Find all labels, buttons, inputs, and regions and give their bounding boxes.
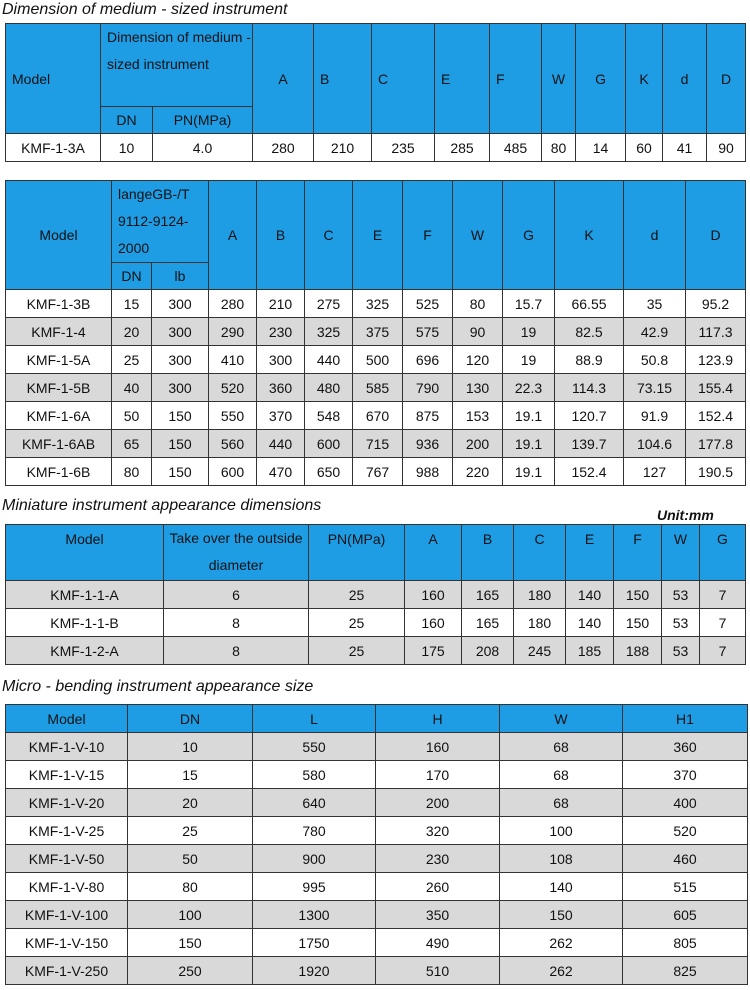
value-cell: 767	[353, 458, 403, 486]
value-cell: 150	[152, 458, 209, 486]
value-cell: 510	[376, 957, 500, 985]
value-cell: 360	[257, 374, 305, 402]
header-pn: PN(MPa)	[153, 107, 253, 134]
value-cell: 325	[353, 290, 403, 318]
value-cell: 165	[462, 609, 514, 637]
value-cell: 575	[403, 318, 453, 346]
header-pn: PN(MPa)	[309, 525, 405, 581]
value-cell: 20	[128, 789, 253, 817]
value-cell: 19	[503, 318, 555, 346]
value-cell: 185	[566, 637, 614, 665]
table-row	[6, 430, 746, 458]
header-dn: DN	[112, 263, 152, 290]
miniature-instrument-title: Miniature instrument appearance dimensions	[2, 497, 322, 514]
model-cell: KMF-1-V-20	[6, 789, 128, 817]
cell: 280	[253, 134, 314, 162]
value-cell: 160	[405, 609, 462, 637]
header-col: F	[490, 24, 542, 134]
value-cell: 130	[453, 374, 503, 402]
table-row	[6, 374, 746, 402]
value-cell: 525	[403, 290, 453, 318]
value-cell: 15.7	[503, 290, 555, 318]
header-col: F	[614, 525, 662, 581]
value-cell: 68	[500, 733, 623, 761]
value-cell: 91.9	[624, 402, 686, 430]
value-cell: 470	[257, 458, 305, 486]
table-row	[6, 761, 748, 789]
cell: 41	[663, 134, 707, 162]
value-cell: 140	[500, 873, 623, 901]
value-cell: 600	[305, 430, 353, 458]
value-cell: 230	[257, 318, 305, 346]
value-cell: 260	[376, 873, 500, 901]
model-cell: KMF-1-4	[6, 318, 112, 346]
value-cell: 995	[253, 873, 376, 901]
header-col: A	[405, 525, 462, 581]
cell: 60	[626, 134, 663, 162]
value-cell: 875	[403, 402, 453, 430]
header-col: D	[686, 181, 746, 290]
value-cell: 280	[209, 290, 257, 318]
value-cell: 650	[305, 458, 353, 486]
header-col: A	[253, 24, 314, 134]
value-cell: 42.9	[624, 318, 686, 346]
table-row	[6, 134, 746, 162]
value-cell: 490	[376, 929, 500, 957]
header-col: E	[566, 525, 614, 581]
value-cell: 208	[462, 637, 514, 665]
header-col: K	[555, 181, 624, 290]
value-cell: 140	[566, 581, 614, 609]
value-cell: 1920	[253, 957, 376, 985]
header-col: B	[462, 525, 514, 581]
value-cell: 165	[462, 581, 514, 609]
value-cell: 153	[453, 402, 503, 430]
value-cell: 19.1	[503, 458, 555, 486]
medium-instrument-table	[5, 23, 746, 162]
table-row	[6, 637, 746, 665]
value-cell: 139.7	[555, 430, 624, 458]
table-row	[6, 733, 748, 761]
header-outside-diameter: Take over the outside diameter	[164, 525, 309, 581]
value-cell: 560	[209, 430, 257, 458]
value-cell: 180	[514, 609, 566, 637]
value-cell: 805	[623, 929, 748, 957]
flange-instrument-table	[5, 180, 746, 486]
value-cell: 275	[305, 290, 353, 318]
value-cell: 585	[353, 374, 403, 402]
value-cell: 88.9	[555, 346, 624, 374]
value-cell: 104.6	[624, 430, 686, 458]
value-cell: 117.3	[686, 318, 746, 346]
value-cell: 108	[500, 845, 623, 873]
header-col: H1	[623, 705, 748, 733]
unit-label: Unit:mm	[657, 507, 714, 523]
header-col: W	[662, 525, 700, 581]
model-cell: KMF-1-6B	[6, 458, 112, 486]
value-cell: 15	[128, 761, 253, 789]
header-dn: DN	[101, 107, 153, 134]
header-col: E	[353, 181, 403, 290]
table-row	[6, 346, 746, 374]
cell: 90	[707, 134, 746, 162]
cell: 14	[576, 134, 626, 162]
value-cell: 230	[376, 845, 500, 873]
value-cell: 7	[700, 581, 746, 609]
model-cell: KMF-1-V-250	[6, 957, 128, 985]
cell: 235	[372, 134, 435, 162]
header-col: G	[700, 525, 746, 581]
header-col: G	[503, 181, 555, 290]
header-col: D	[707, 24, 746, 134]
value-cell: 80	[453, 290, 503, 318]
value-cell: 320	[376, 817, 500, 845]
value-cell: 80	[128, 873, 253, 901]
micro-bending-table	[5, 704, 748, 985]
value-cell: 696	[403, 346, 453, 374]
model-cell: KMF-1-V-50	[6, 845, 128, 873]
value-cell: 90	[453, 318, 503, 346]
value-cell: 520	[209, 374, 257, 402]
value-cell: 200	[376, 789, 500, 817]
value-cell: 262	[500, 929, 623, 957]
header-col: C	[305, 181, 353, 290]
table-row	[6, 318, 746, 346]
value-cell: 19.1	[503, 402, 555, 430]
value-cell: 150	[500, 901, 623, 929]
value-cell: 600	[209, 458, 257, 486]
value-cell: 290	[209, 318, 257, 346]
table-row	[6, 609, 746, 637]
header-dimension-group: Dimension of medium - sized instrument	[101, 24, 253, 107]
table-row	[6, 290, 746, 318]
value-cell: 300	[152, 346, 209, 374]
value-cell: 640	[253, 789, 376, 817]
table-row	[6, 845, 748, 873]
value-cell: 220	[453, 458, 503, 486]
header-col: B	[257, 181, 305, 290]
value-cell: 515	[623, 873, 748, 901]
table-row	[6, 402, 746, 430]
miniature-instrument-table	[5, 524, 746, 665]
value-cell: 190.5	[686, 458, 746, 486]
value-cell: 175	[405, 637, 462, 665]
value-cell: 95.2	[686, 290, 746, 318]
value-cell: 300	[152, 318, 209, 346]
model-cell: KMF-1-V-10	[6, 733, 128, 761]
value-cell: 188	[614, 637, 662, 665]
value-cell: 440	[257, 430, 305, 458]
value-cell: 400	[623, 789, 748, 817]
value-cell: 120	[453, 346, 503, 374]
cell: 485	[490, 134, 542, 162]
value-cell: 19.1	[503, 430, 555, 458]
model-cell: KMF-1-1-A	[6, 581, 164, 609]
value-cell: 8	[164, 609, 309, 637]
header-col: C	[514, 525, 566, 581]
table-row	[6, 458, 746, 486]
header-col: d	[663, 24, 707, 134]
value-cell: 22.3	[503, 374, 555, 402]
table-row	[6, 873, 748, 901]
header-col: W	[500, 705, 623, 733]
value-cell: 10	[128, 733, 253, 761]
value-cell: 780	[253, 817, 376, 845]
value-cell: 6	[164, 581, 309, 609]
value-cell: 210	[257, 290, 305, 318]
value-cell: 150	[614, 609, 662, 637]
model-cell: KMF-1-6AB	[6, 430, 112, 458]
value-cell: 65	[112, 430, 152, 458]
value-cell: 300	[152, 290, 209, 318]
model-cell: KMF-1-3B	[6, 290, 112, 318]
value-cell: 548	[305, 402, 353, 430]
value-cell: 550	[209, 402, 257, 430]
header-col: A	[209, 181, 257, 290]
value-cell: 170	[376, 761, 500, 789]
model-cell: KMF-1-V-80	[6, 873, 128, 901]
value-cell: 73.15	[624, 374, 686, 402]
value-cell: 50	[128, 845, 253, 873]
value-cell: 410	[209, 346, 257, 374]
value-cell: 580	[253, 761, 376, 789]
value-cell: 360	[623, 733, 748, 761]
cell: 210	[314, 134, 372, 162]
value-cell: 150	[152, 402, 209, 430]
model-cell: KMF-1-2-A	[6, 637, 164, 665]
value-cell: 152.4	[686, 402, 746, 430]
cell: 285	[435, 134, 490, 162]
value-cell: 1300	[253, 901, 376, 929]
value-cell: 480	[305, 374, 353, 402]
value-cell: 53	[662, 637, 700, 665]
value-cell: 155.4	[686, 374, 746, 402]
value-cell: 82.5	[555, 318, 624, 346]
header-col: W	[542, 24, 576, 134]
value-cell: 177.8	[686, 430, 746, 458]
value-cell: 100	[128, 901, 253, 929]
value-cell: 140	[566, 609, 614, 637]
value-cell: 50	[112, 402, 152, 430]
value-cell: 520	[623, 817, 748, 845]
value-cell: 988	[403, 458, 453, 486]
value-cell: 25	[309, 581, 405, 609]
value-cell: 550	[253, 733, 376, 761]
value-cell: 825	[623, 957, 748, 985]
header-col: E	[435, 24, 490, 134]
header-col: K	[626, 24, 663, 134]
value-cell: 25	[128, 817, 253, 845]
header-model: Model	[6, 525, 164, 581]
value-cell: 53	[662, 609, 700, 637]
value-cell: 15	[112, 290, 152, 318]
header-col: W	[453, 181, 503, 290]
value-cell: 200	[453, 430, 503, 458]
header-col: L	[253, 705, 376, 733]
value-cell: 68	[500, 789, 623, 817]
value-cell: 7	[700, 609, 746, 637]
header-col: H	[376, 705, 500, 733]
header-lb: lb	[152, 263, 209, 290]
value-cell: 50.8	[624, 346, 686, 374]
header-dn: DN	[128, 705, 253, 733]
value-cell: 80	[112, 458, 152, 486]
value-cell: 152.4	[555, 458, 624, 486]
value-cell: 40	[112, 374, 152, 402]
header-col: d	[624, 181, 686, 290]
value-cell: 1750	[253, 929, 376, 957]
header-model: Model	[6, 24, 101, 134]
table-row	[6, 817, 748, 845]
value-cell: 35	[624, 290, 686, 318]
value-cell: 53	[662, 581, 700, 609]
header-col: F	[403, 181, 453, 290]
value-cell: 66.55	[555, 290, 624, 318]
value-cell: 900	[253, 845, 376, 873]
micro-bending-title: Micro - bending instrument appearance size	[2, 678, 314, 695]
medium-instrument-title: Dimension of medium - sized instrument	[2, 1, 288, 18]
value-cell: 150	[128, 929, 253, 957]
cell: 80	[542, 134, 576, 162]
value-cell: 375	[353, 318, 403, 346]
header-col: G	[576, 24, 626, 134]
value-cell: 180	[514, 581, 566, 609]
model-cell: KMF-1-V-25	[6, 817, 128, 845]
value-cell: 605	[623, 901, 748, 929]
model-cell: KMF-1-V-150	[6, 929, 128, 957]
table-row	[6, 929, 748, 957]
value-cell: 245	[514, 637, 566, 665]
value-cell: 8	[164, 637, 309, 665]
value-cell: 262	[500, 957, 623, 985]
value-cell: 114.3	[555, 374, 624, 402]
value-cell: 790	[403, 374, 453, 402]
value-cell: 150	[614, 581, 662, 609]
value-cell: 25	[309, 637, 405, 665]
table-row	[6, 581, 746, 609]
model-cell: KMF-1-6A	[6, 402, 112, 430]
value-cell: 460	[623, 845, 748, 873]
value-cell: 715	[353, 430, 403, 458]
value-cell: 100	[500, 817, 623, 845]
value-cell: 127	[624, 458, 686, 486]
model-cell: KMF-1-5A	[6, 346, 112, 374]
value-cell: 160	[405, 581, 462, 609]
table-row	[6, 957, 748, 985]
value-cell: 20	[112, 318, 152, 346]
value-cell: 670	[353, 402, 403, 430]
value-cell: 25	[112, 346, 152, 374]
value-cell: 370	[623, 761, 748, 789]
value-cell: 25	[309, 609, 405, 637]
header-col: C	[372, 24, 435, 134]
value-cell: 370	[257, 402, 305, 430]
table-row	[6, 901, 748, 929]
cell: KMF-1-3A	[6, 134, 101, 162]
value-cell: 19	[503, 346, 555, 374]
header-standard-group: langeGB-/T 9112-9124-2000	[112, 181, 209, 263]
value-cell: 936	[403, 430, 453, 458]
value-cell: 68	[500, 761, 623, 789]
cell: 10	[101, 134, 153, 162]
header-col: B	[314, 24, 372, 134]
value-cell: 350	[376, 901, 500, 929]
value-cell: 300	[152, 374, 209, 402]
cell: 4.0	[153, 134, 253, 162]
header-model: Model	[6, 181, 112, 290]
value-cell: 120.7	[555, 402, 624, 430]
value-cell: 250	[128, 957, 253, 985]
value-cell: 7	[700, 637, 746, 665]
table-row	[6, 789, 748, 817]
model-cell: KMF-1-V-15	[6, 761, 128, 789]
model-cell: KMF-1-V-100	[6, 901, 128, 929]
value-cell: 300	[257, 346, 305, 374]
value-cell: 150	[152, 430, 209, 458]
value-cell: 500	[353, 346, 403, 374]
value-cell: 325	[305, 318, 353, 346]
model-cell: KMF-1-5B	[6, 374, 112, 402]
value-cell: 160	[376, 733, 500, 761]
header-model: Model	[6, 705, 128, 733]
value-cell: 440	[305, 346, 353, 374]
value-cell: 123.9	[686, 346, 746, 374]
model-cell: KMF-1-1-B	[6, 609, 164, 637]
